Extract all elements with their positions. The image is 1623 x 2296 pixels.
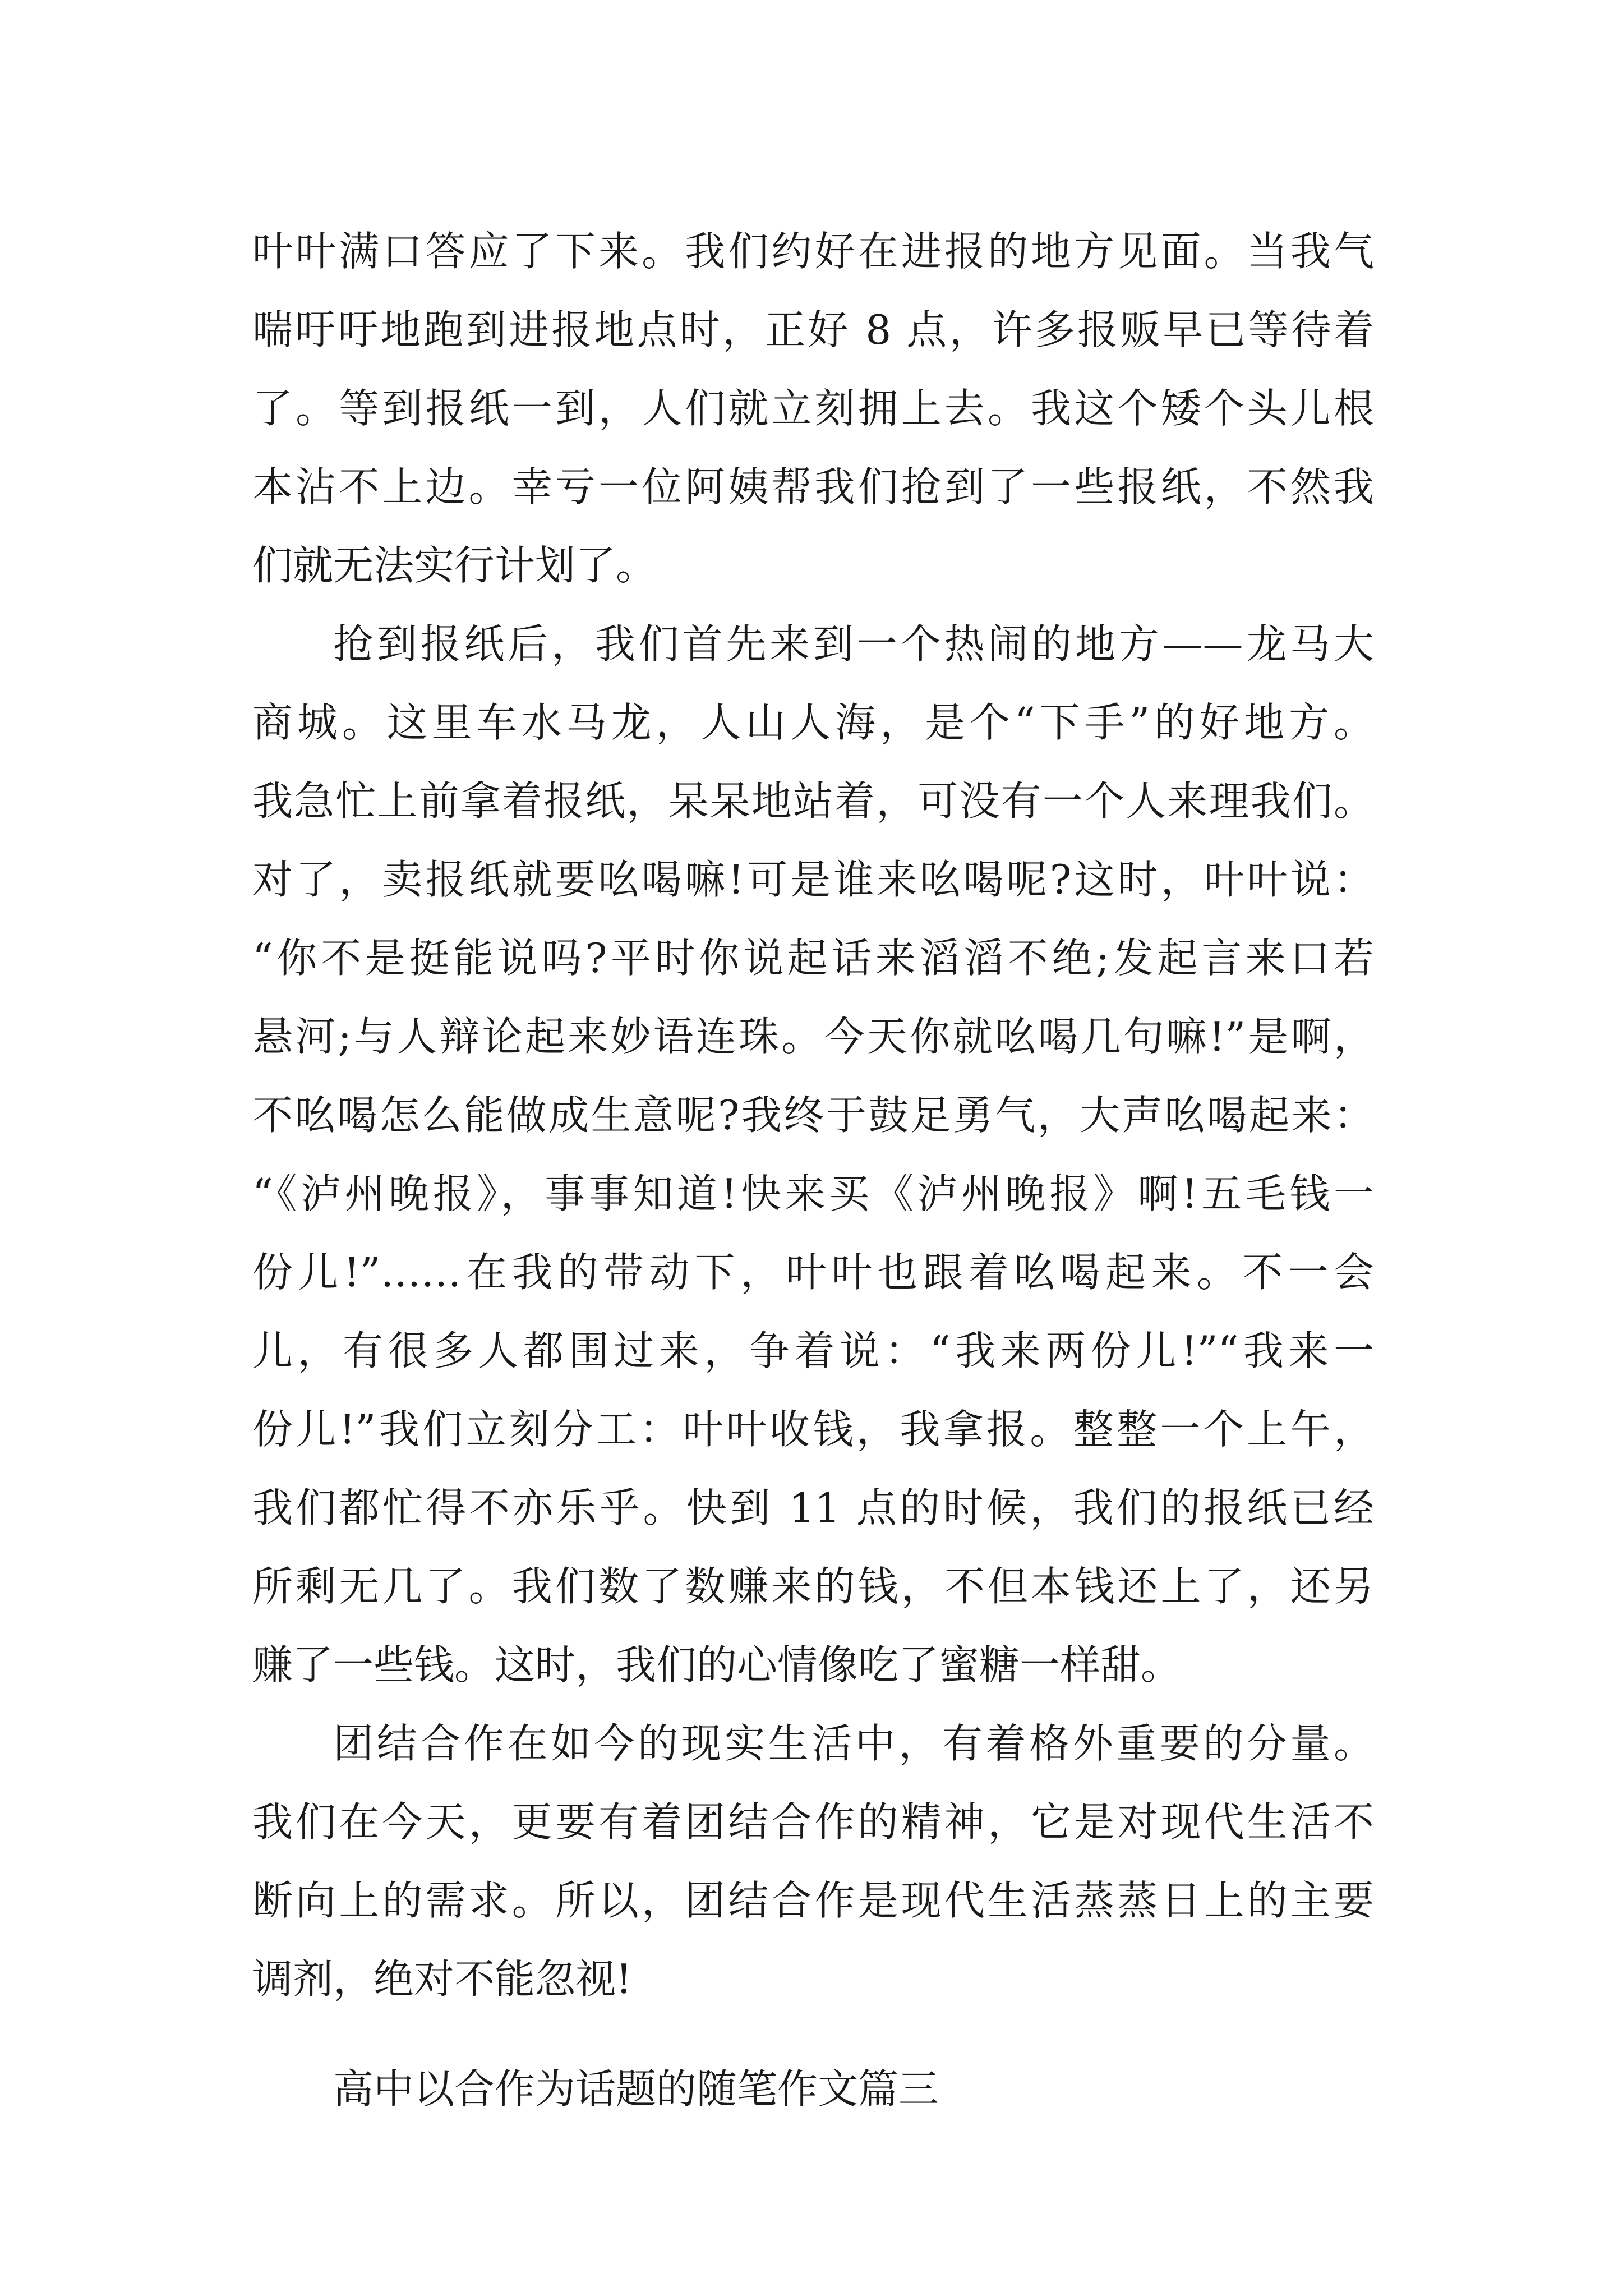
text-line: 我们都忙得不亦乐乎。快到 11 点的时候，我们的报纸已经 xyxy=(252,1484,1374,1531)
paragraph-3 xyxy=(252,1704,1374,2018)
text-line: 对了，卖报纸就要吆喝嘛!可是谁来吆喝呢?这时，叶叶说： xyxy=(252,856,1374,903)
text-line: “《泸州晚报》，事事知道!快来买《泸州晚报》啊!五毛钱一 xyxy=(252,1170,1374,1217)
text-line: 商城。这里车水马龙，人山人海，是个“下手”的好地方。 xyxy=(252,699,1374,746)
paragraph-1 xyxy=(252,212,1374,605)
text-line: 份儿!”……在我的带动下，叶叶也跟着吆喝起来。不一会 xyxy=(252,1249,1374,1296)
text-line: 断向上的需求。所以，团结合作是现代生活蒸蒸日上的主要 xyxy=(252,1877,1374,1924)
text-line: 了。等到报纸一到，人们就立刻拥上去。我这个矮个头儿根 xyxy=(252,385,1374,432)
text-line: 本沾不上边。幸亏一位阿姨帮我们抢到了一些报纸，不然我 xyxy=(252,463,1374,510)
text-line: 份儿!”我们立刻分工：叶叶收钱，我拿报。整整一个上午， xyxy=(252,1406,1374,1453)
text-line: 叶叶满口答应了下来。我们约好在进报的地方见面。当我气 xyxy=(252,228,1374,275)
document-body xyxy=(252,212,1374,2128)
text-line: 悬河;与人辩论起来妙语连珠。今天你就吆喝几句嘛!”是啊， xyxy=(252,1013,1374,1060)
text-line: 我急忙上前拿着报纸，呆呆地站着，可没有一个人来理我们。 xyxy=(252,777,1374,825)
text-line: 赚了一些钱。这时，我们的心情像吃了蜜糖一样甜。 xyxy=(252,1641,1182,1688)
paragraph-2 xyxy=(252,605,1374,1704)
text-line: 们就无法实行计划了。 xyxy=(252,542,657,589)
text-line: 不吆喝怎么能做成生意呢?我终于鼓足勇气，大声吆喝起来： xyxy=(252,1092,1374,1139)
text-line: 团结合作在如今的现实生活中，有着格外重要的分量。 xyxy=(333,1720,1374,1767)
text-line: 儿，有很多人都围过来，争着说：“我来两份儿!”“我来一 xyxy=(252,1327,1374,1374)
text-line: “你不是挺能说吗?平时你说起话来滔滔不绝;发起言来口若 xyxy=(252,935,1374,982)
text-line: 调剂，绝对不能忽视! xyxy=(252,1955,632,2003)
text-line: 我们在今天，更要有着团结合作的精神，它是对现代生活不 xyxy=(252,1798,1374,1846)
section-heading: 高中以合作为话题的随笔作文篇三 xyxy=(333,2065,939,2113)
text-line: 抢到报纸后，我们首先来到一个热闹的地方——龙马大 xyxy=(333,620,1374,668)
text-line: 喘吁吁地跑到进报地点时，正好 8 点，许多报贩早已等待着 xyxy=(252,306,1374,353)
text-line: 所剩无几了。我们数了数赚来的钱，不但本钱还上了，还另 xyxy=(252,1563,1374,1610)
